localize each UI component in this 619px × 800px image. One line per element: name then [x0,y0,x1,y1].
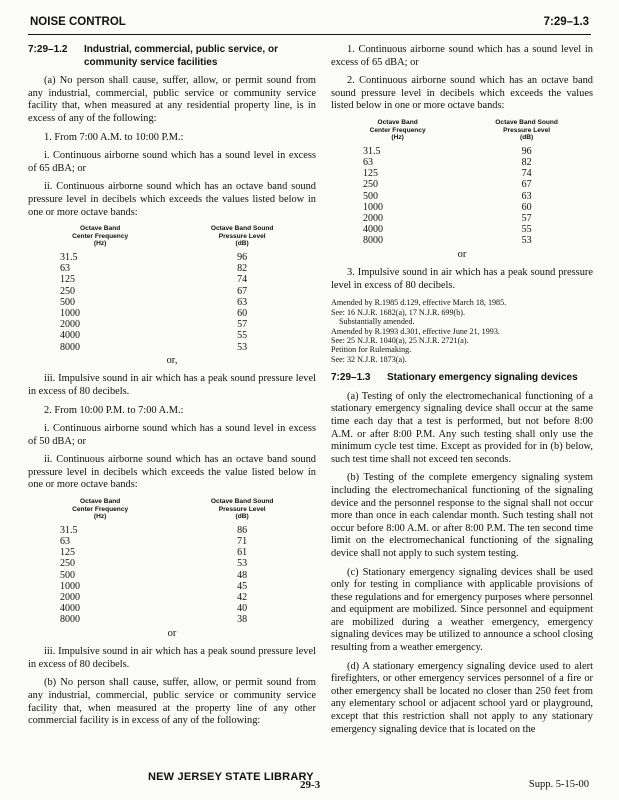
table-row [32,581,316,592]
table-header-level: Octave Band Sound Pressure Level (dB) [210,498,274,521]
level-cell: 67 [521,179,532,191]
frequency-cell: 500 [60,296,75,308]
right-column [331,44,593,742]
level-cell: 63 [521,190,532,202]
frequency-cell: 250 [60,558,75,570]
frequency-cell: 2000 [363,212,383,224]
level-cell: 38 [237,614,248,626]
paragraph-d: (d) A stationary emergency signaling device used to alert firefighters, or other emergency services personnel of a fire or other emergency shall be located no closer than 250 feet from any elementary school or adjacent school yard or playground, except that this restriction shall not apply to any stationary emergency signaling device that is located on the [331,660,593,735]
item-1-ii: ii. Continuous airborne sound which has an octave band sound pressure level in decibels which exceeds the values listed below in one or more octave bands: [28,181,316,218]
item-1: 1. From 7:00 A.M. to 10:00 P.M.: [44,131,184,143]
level-cell: 45 [237,580,248,592]
section-heading-1-2 [28,44,316,69]
frequency-cell: 8000 [60,614,80,626]
frequency-cell: 500 [60,569,75,581]
octave-table-3 [335,119,593,247]
paragraph-c: (c) Stationary emergency signaling devices shall be used only for testing in compliance with applicable provisions of these regulations and for emergency purposes where personnel and equipment are mobilized. Since personnel and equipment are mobilized during a weather emergency, emergency signaling devices may be utilized to announce a school closing resulting from a weather emergency. [331,566,593,654]
note-line: Substantially amended. [339,317,415,327]
level-cell: 61 [237,547,248,559]
note-line: See: 25 N.J.R. 1040(a), 25 N.J.R. 2721(a). [331,335,469,345]
table-header-level: Octave Band Sound Pressure Level (dB) [210,225,274,248]
library-stamp: NEW JERSEY STATE LIBRARY [148,771,314,783]
page-number: 29-3 [300,779,321,791]
table-row [32,330,316,341]
note-line: Petition for Rulemaking. [331,345,412,355]
frequency-cell: 250 [60,285,75,297]
level-cell: 82 [237,263,248,275]
table-row [32,263,316,274]
table-header-frequency: Octave Band Center Frequency (Hz) [72,498,129,521]
page-header [28,14,591,35]
frequency-cell: 2000 [60,592,80,604]
frequency-cell: 4000 [60,330,80,342]
or-connector: or, [166,354,178,366]
item-1-iii: iii. Impulsive sound in air which has a peak sound pressure level in excess of 80 decibels. [28,373,316,397]
frequency-cell: 4000 [60,603,80,615]
table-row [335,224,593,235]
table-row [32,319,316,330]
table-row [335,235,593,246]
or-connector: or [167,627,177,639]
left-column [28,44,316,734]
section-number: 7:29–1.3 [331,372,371,384]
frequency-cell: 125 [363,168,378,180]
frequency-cell: 8000 [363,235,383,247]
item-2-i: i. Continuous airborne sound which has a sound level in excess of 50 dBA; or [28,423,316,447]
note-line: Amended by R.1993 d.301, effective June 21, 1993. [331,326,500,336]
frequency-cell: 1000 [363,201,383,213]
octave-table-1 [32,225,316,353]
table-row [335,168,593,179]
level-cell: 57 [237,319,248,331]
level-cell: 53 [237,341,248,353]
level-cell: 48 [237,569,248,581]
table-row [32,342,316,353]
level-cell: 96 [521,145,532,157]
level-cell: 82 [521,156,532,168]
level-cell: 86 [237,524,248,536]
header-section-ref: 7:29–1.3 [543,16,589,28]
frequency-cell: 8000 [60,341,80,353]
table-row [32,592,316,603]
item-3: 3. Impulsive sound in air which has a peak sound pressure level in excess of 80 decibels. [331,267,593,291]
level-cell: 42 [237,592,248,604]
or-connector: or [457,248,467,260]
note-line: Amended by R.1985 d.129, effective March 18, 1985. [331,298,507,308]
table-row [335,146,593,157]
level-cell: 53 [237,558,248,570]
frequency-cell: 1000 [60,307,80,319]
paragraph-b: (b) No person shall cause, suffer, allow, or permit sound from any industrial, commercial, public service or community service facility that, when measured at the property line of any other commercial facility is in excess of any of the following: [28,677,316,727]
table-row [335,157,593,168]
table-row [32,536,316,547]
level-cell: 60 [521,201,532,213]
item-1: 1. Continuous airborne sound which has a sound level in excess of 65 dBA; or [331,44,593,68]
table-header-frequency: Octave Band Center Frequency (Hz) [72,225,129,248]
item-1-i: i. Continuous airborne sound which has a sound level in excess of 65 dBA; or [28,150,316,174]
header-title: NOISE CONTROL [30,16,126,28]
level-cell: 96 [237,251,248,263]
paragraph-a: (a) No person shall cause, suffer, allow, or permit sound from any industrial, commercial, public service or community service facility that, when measured at any residential property line, is in excess of any of the following: [28,75,316,124]
frequency-cell: 31.5 [363,145,381,157]
section-title: Stationary emergency signaling devices [387,372,578,384]
level-cell: 67 [237,285,248,297]
paragraph-b: (b) Testing of the complete emergency signaling system including the electromechanical functioning of the signaling device and the personnel response to the signal shall not occur more than once in each calendar month. Such testing shall not occur before 8:00 A.M. or after 8:00 P.M. The ten second time limit on the electromechanical functioning of the signaling device shall not apply to such system testing. [331,472,593,559]
frequency-cell: 2000 [60,319,80,331]
table-header-level: Octave Band Sound Pressure Level (dB) [495,118,558,142]
level-cell: 63 [237,296,248,308]
table-row [32,297,316,308]
table-row [32,286,316,297]
frequency-cell: 1000 [60,580,80,592]
amendment-notes [331,298,593,364]
table-row [32,603,316,614]
level-cell: 40 [237,603,248,615]
frequency-cell: 63 [60,536,70,548]
frequency-cell: 63 [363,156,373,168]
section-heading-1-3 [331,372,593,385]
table-row [32,570,316,581]
frequency-cell: 250 [363,179,378,191]
frequency-cell: 31.5 [60,251,78,263]
note-line: See: 16 N.J.R. 1682(a), 17 N.J.R. 699(b). [331,307,465,317]
table-row [32,274,316,285]
level-cell: 71 [237,536,248,548]
section-number: 7:29–1.2 [28,44,68,55]
table-row [335,191,593,202]
table-row [32,308,316,319]
level-cell: 74 [521,168,532,180]
supplement-date: Supp. 5-15-00 [528,779,589,790]
table-header-frequency: Octave Band Center Frequency (Hz) [369,118,426,142]
frequency-cell: 125 [60,274,75,286]
level-cell: 60 [237,307,248,319]
level-cell: 57 [521,212,532,224]
table-row [335,202,593,213]
note-line: See: 32 N.J.R. 1873(a). [331,354,407,364]
table-row [32,614,316,625]
section-title: Industrial, commercial, public service, or community service facilities [84,44,278,68]
item-2-iii: iii. Impulsive sound in air which has a peak sound pressure level in excess of 80 decibels. [28,646,316,670]
frequency-cell: 63 [60,263,70,275]
item-2: 2. From 10:00 P.M. to 7:00 A.M.: [44,404,184,416]
level-cell: 55 [237,330,248,342]
table-row [32,525,316,536]
frequency-cell: 125 [60,547,75,559]
level-cell: 74 [237,274,248,286]
table-row [32,558,316,569]
frequency-cell: 4000 [363,224,383,236]
paragraph-a: (a) Testing of only the electromechanical functioning of a stationary emergency signaling device shall occur at the same time each day that a test is performed, but not before 8:00 A.M. or after 8:00 P.M. Any such testing shall only use the minimum cycle test time. Except as provided for in (b) below, such test time shall not exceed ten seconds. [331,390,593,465]
table-row [32,547,316,558]
table-row [335,179,593,190]
table-row [335,213,593,224]
item-2: 2. Continuous airborne sound which has an octave band sound pressure level in decibels which exceeds the values listed below in one or more octave bands: [331,75,593,112]
item-2-ii: ii. Continuous airborne sound which has an octave band sound pressure level in decibels which exceeds the value listed below in one or more octave bands: [28,454,316,491]
frequency-cell: 500 [363,190,378,202]
level-cell: 53 [521,235,532,247]
frequency-cell: 31.5 [60,524,78,536]
table-row [32,252,316,263]
octave-table-2 [32,498,316,626]
level-cell: 55 [521,224,532,236]
